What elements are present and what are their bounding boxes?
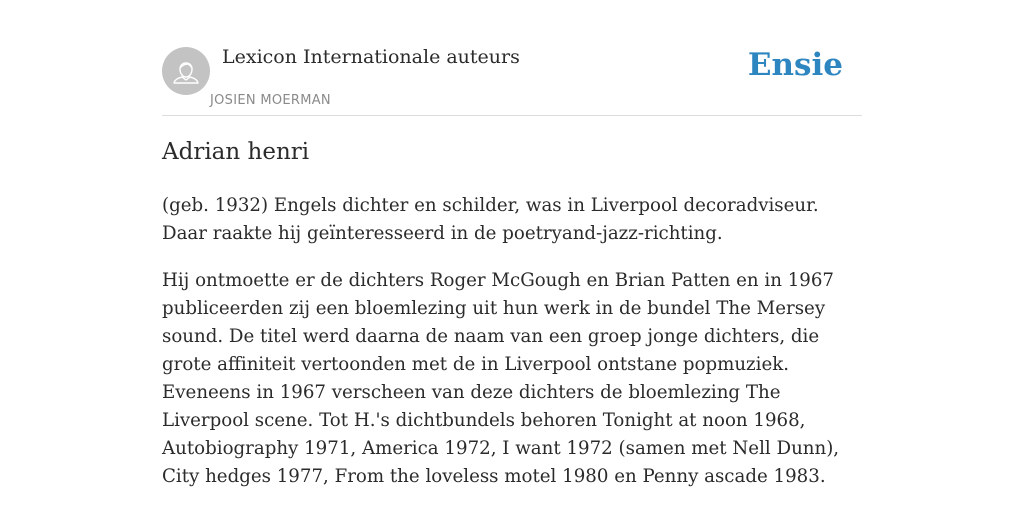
author-name[interactable]: JOSIEN MOERMAN <box>210 93 331 108</box>
article-paragraph-1: (geb. 1932) Engels dichter en schilder, was in Liverpool decoradviseur. Daar raakte hij geïnteresseerd in de poetryand-jazz-richting. <box>162 195 819 244</box>
ensie-logo[interactable]: Ensie <box>747 47 843 83</box>
page-container <box>162 0 862 487</box>
page-header <box>162 0 862 116</box>
article-paragraph-2: Hij ontmoette er de dichters Roger McGough en Brian Patten en in 1967 publiceerden zij een bloemlezing uit hun werk in de bundel The Mersey sound. De titel werd daarna de naam van een groep jonge dichters, die grote affiniteit vertoonden met de in Liverpool ontstane popmuziek. Eveneens in 1967 verscheen van deze dichters de bloemlezing The Liverpool scene. Tot H.'s dichtbundels behoren Tonight at noon 1968, Autobiography 1971, America 1972, I want 1972 (samen met Nell Dunn), City hedges 1977, From the loveless motel 1980 en Penny ascade 1983. <box>162 270 840 487</box>
avatar[interactable] <box>162 47 210 95</box>
user-icon <box>162 47 210 95</box>
lexicon-title[interactable]: Lexicon Internationale auteurs <box>222 46 520 68</box>
article-title: Adrian henri <box>162 139 310 165</box>
